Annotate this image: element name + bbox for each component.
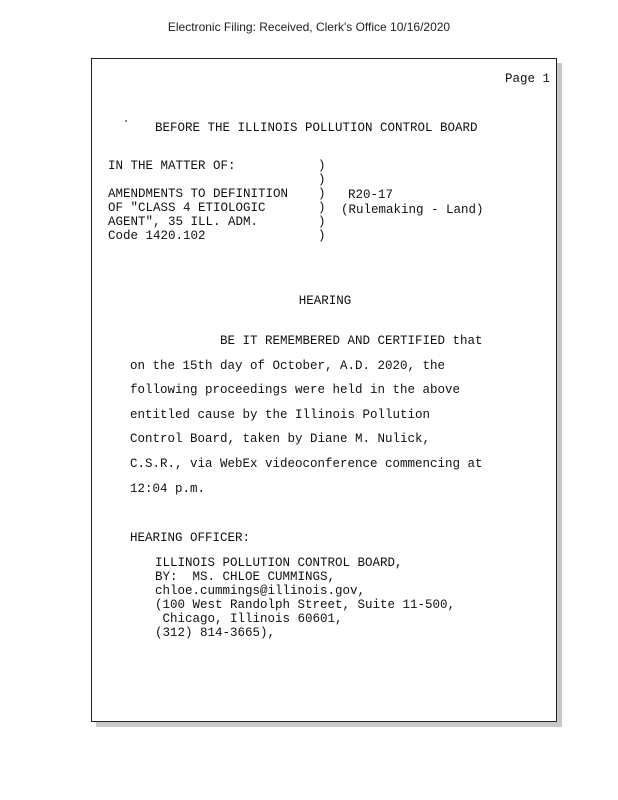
caption-line: OF "CLASS 4 ETIOLOGIC bbox=[108, 201, 266, 215]
officer-phone: (312) 814-3665), bbox=[155, 626, 276, 640]
section-heading: HEARING bbox=[298, 294, 352, 308]
docket-number: R20-17 bbox=[348, 188, 394, 202]
caption-line: AMENDMENTS TO DEFINITION bbox=[108, 187, 289, 201]
officer-line: ILLINOIS POLLUTION CONTROL BOARD, bbox=[155, 556, 403, 570]
caption-line: IN THE MATTER OF: bbox=[108, 159, 236, 173]
stray-mark bbox=[125, 120, 127, 122]
page-number: Page 1 bbox=[504, 72, 550, 86]
officer-line: BY: MS. CHLOE CUMMINGS, bbox=[155, 570, 336, 584]
caption-line: AGENT", 35 ILL. ADM. bbox=[108, 215, 259, 229]
board-title: BEFORE THE ILLINOIS POLLUTION CONTROL BOARD bbox=[155, 121, 478, 135]
hearing-officer-block bbox=[155, 556, 455, 640]
paragraph-line: on the 15th day of October, A.D. 2020, the bbox=[130, 358, 446, 373]
officer-line: Chicago, Illinois 60601, bbox=[155, 612, 343, 626]
paragraph-line: BE IT REMEMBERED AND CERTIFIED that bbox=[130, 334, 483, 348]
paragraph-line: following proceedings were held in the above bbox=[130, 383, 461, 398]
caption-left-block bbox=[108, 159, 288, 243]
officer-email: chloe.cummings@illinois.gov, bbox=[155, 584, 366, 598]
document-page bbox=[91, 58, 557, 722]
docket-type: (Rulemaking - Land) bbox=[341, 203, 484, 217]
paragraph-line: 12:04 p.m. bbox=[130, 481, 206, 496]
paragraph-line: Control Board, taken by Diane M. Nulick, bbox=[130, 432, 431, 447]
caption-line: Code 1420.102 bbox=[108, 229, 206, 243]
caption-parentheses: ) ) ) ) ) ) bbox=[318, 159, 326, 243]
hearing-officer-label: HEARING OFFICER: bbox=[130, 531, 251, 545]
paragraph-line: entitled cause by the Illinois Pollution bbox=[130, 407, 431, 422]
certification-paragraph bbox=[130, 334, 483, 506]
paragraph-line: C.S.R., via WebEx videoconference commencing at bbox=[130, 456, 483, 471]
officer-line: (100 West Randolph Street, Suite 11-500, bbox=[155, 598, 456, 612]
filing-stamp: Electronic Filing: Received, Clerk's Office 10/16/2020 bbox=[167, 20, 451, 34]
